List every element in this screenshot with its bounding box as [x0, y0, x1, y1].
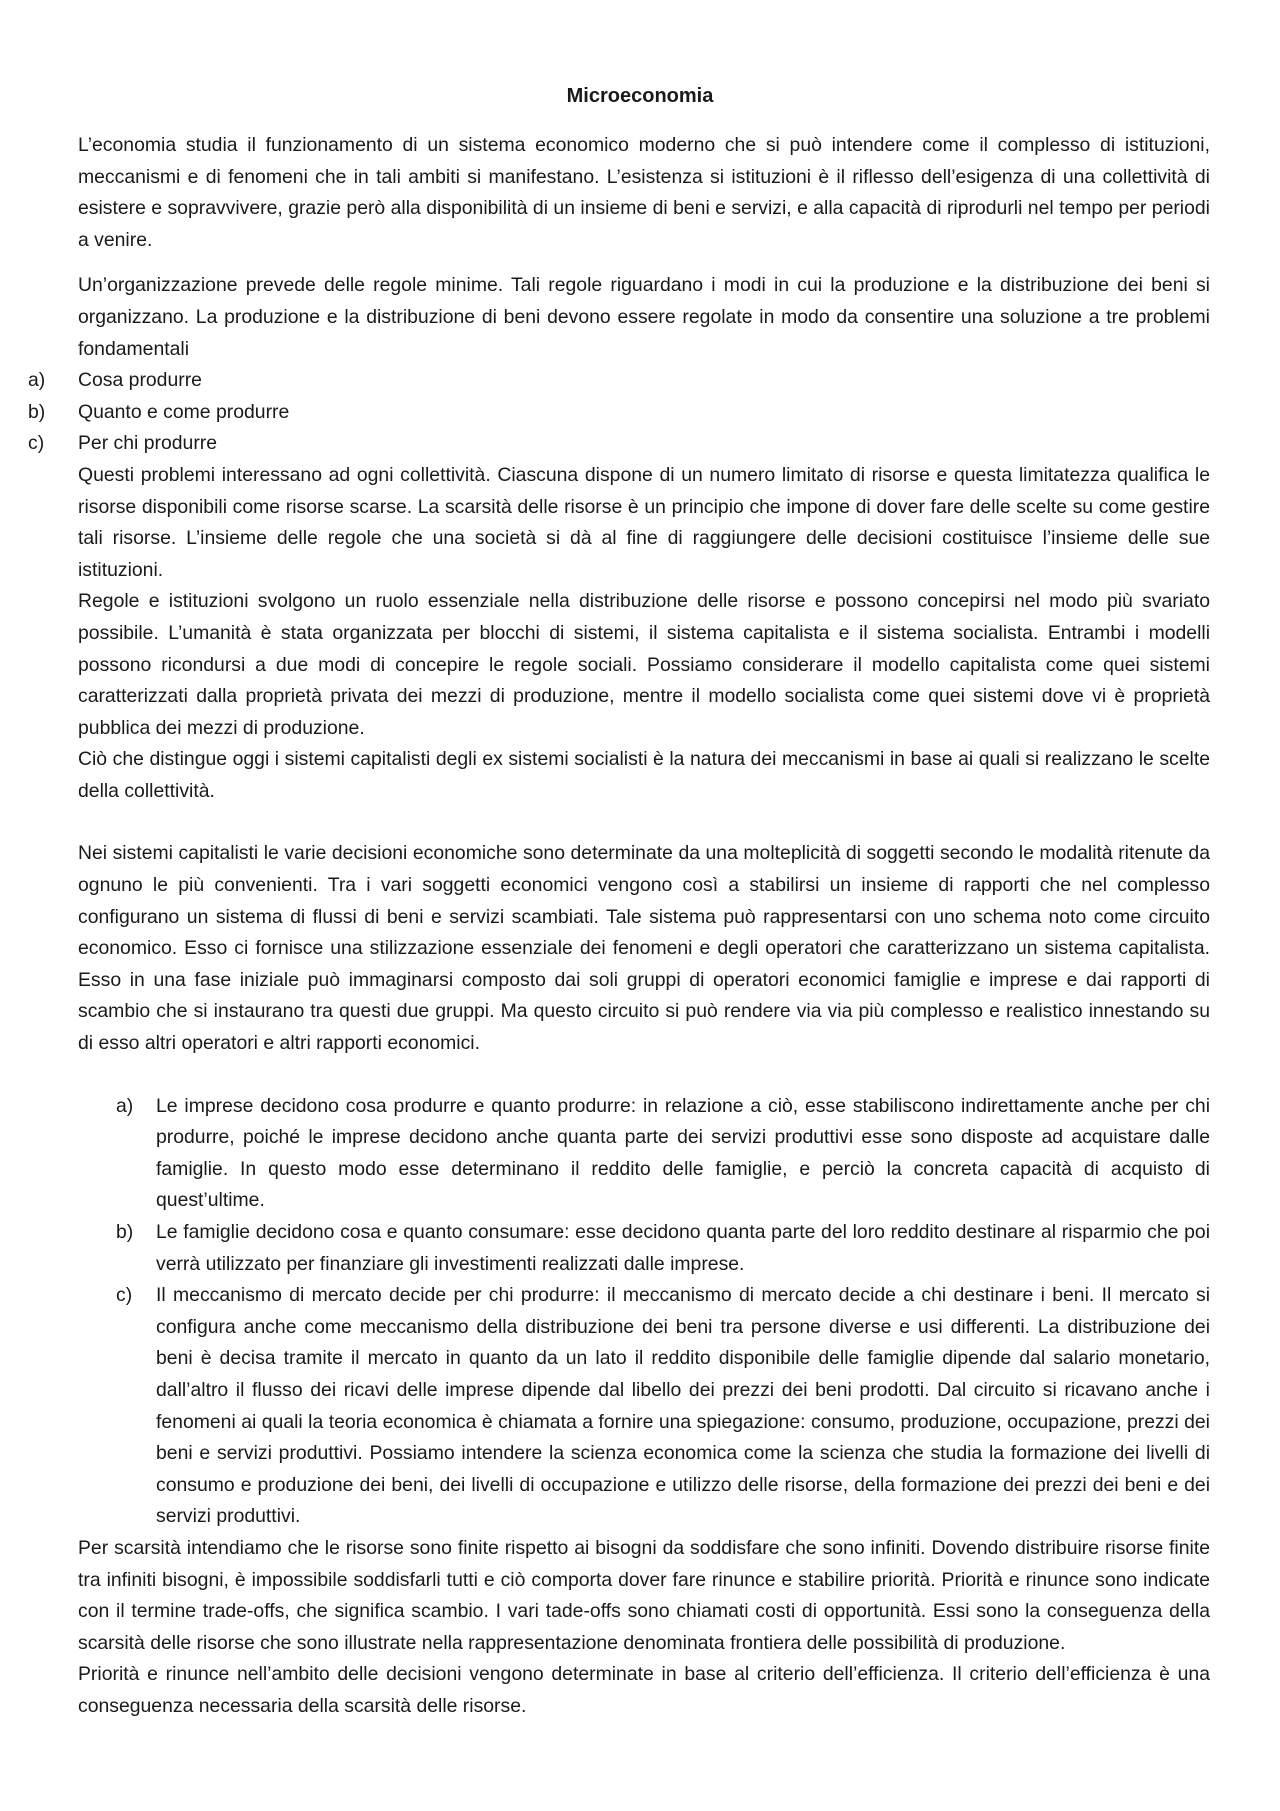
list-marker: c): [116, 1284, 133, 1307]
paragraph-scarcity: Questi problemi interessano ad ogni collettività. Ciascuna dispone di un numero limitato di risorse e questa limitatezza qualifica le risorse disponibili come risorse scarse. La scarsità delle risorse è un principio che impone di dover fare delle scelte su come gestire tali risorse. L’insieme delle regole che una società si dà al fine di raggiungere delle decisioni costituisce l’insieme delle sue istituzioni.: [78, 463, 1210, 581]
list-item: [116, 1091, 1210, 1217]
paragraph-tradeoffs: Per scarsità intendiamo che le risorse sono finite rispetto ai bisogni da soddisfare che sono infiniti. Dovendo distribuire risorse finite tra infiniti bisogni, è impossibile soddisfarli tutti e ciò comporta dover fare rinunce e stabilire priorità. Priorità e rinunce sono indicate con il termine trade-offs, che significa scambio. I vari tade-offs sono chiamati costi di opportunità. Essi sono la conseguenza della scarsità delle risorse che sono illustrate nella rappresentazione denominata frontiera delle possibilità di produzione.: [78, 1536, 1210, 1654]
list-marker: b): [116, 1221, 134, 1243]
paragraph-intro: L’economia studia il funzionamento di un sistema economico moderno che si può intendere come il complesso di istituzioni, meccanismi e di fenomeni che in tali ambiti si manifestano. L’esistenza si istituzioni è il riflesso dell’esigenza di una collettività di esistere e sopravvivere, grazie però alla disponibilità di un insieme di beni e servizi, e alla capacità di riprodurli nel tempo per periodi a venire.: [78, 134, 1210, 251]
document-body: [28, 130, 1210, 1723]
list-item-text: Per chi produrre: [78, 432, 218, 455]
list-marker: a): [28, 369, 46, 392]
list-item: [28, 397, 1210, 429]
list-item: [116, 1217, 1210, 1280]
decisions-list: [78, 1091, 1210, 1533]
list-item: [28, 428, 1210, 460]
list-item: [28, 365, 1210, 397]
list-marker: c): [28, 432, 45, 455]
paragraph-efficiency: Priorità e rinunce nell’ambito delle decisioni vengono determinate in base al criterio dell’efficienza. Il criterio dell’efficienza è una conseguenza necessaria della scarsità delle risorse.: [78, 1663, 1210, 1717]
list-item-text: Le famiglie decidono cosa e quanto consumare: esse decidono quanta parte del loro reddito destinare al risparmio che poi verrà utilizzato per finanziare gli investimenti realizzati dalle imprese.: [156, 1221, 1210, 1275]
document-title: Microeconomia: [566, 85, 714, 107]
list-item-text: Il meccanismo di mercato decide per chi produrre: il meccanismo di mercato decide a chi destinare i beni. Il mercato si configura anche come meccanismo della distribuzione dei beni tra persone diverse e usi differenti. La distribuzione dei beni è decisa tramite il mercato in quanto da un lato il reddito disponibile delle famiglie dipende dal salario monetario, dall’altro il flusso dei ricavi delle imprese dipende dal libello dei prezzi dei beni prodotti. Dal circuito si ricavano anche i fenomeni ai quali la teoria economica è chiamata a fornire una spiegazione: consumo, produzione, occupazione, prezzi dei beni e servizi produttivi. Possiamo intendere la scienza economica come la scienza che studia la formazione dei livelli di consumo e produzione dei beni, dei livelli di occupazione e utilizzo delle risorse, della formazione dei prezzi dei beni e dei servizi produttivi.: [156, 1284, 1210, 1528]
paragraph-organization: Un’organizzazione prevede delle regole minime. Tali regole riguardano i modi in cui la produzione e la distribuzione dei beni si organizzano. La produzione e la distribuzione di beni devono essere regolate in modo da consentire una soluzione a tre problemi fondamentali: [78, 274, 1210, 360]
list-item-text: Le imprese decidono cosa produrre e quanto produrre: in relazione a ciò, esse stabiliscono indirettamente anche per chi produrre, poiché le imprese decidono anche quanta parte dei servizi produttivi esse sono disposte ad acquistare dalle famiglie. In questo modo esse determinano il reddito delle famiglie, e perciò la concreta capacità di acquisto di quest’ultime.: [156, 1094, 1210, 1212]
list-item-text: Cosa produrre: [78, 369, 202, 392]
list-item-text: Quanto e come produrre: [78, 400, 290, 423]
problems-list: [28, 365, 1210, 460]
list-marker: b): [28, 400, 46, 423]
paragraph-distinction: Ciò che distingue oggi i sistemi capitalisti degli ex sistemi socialisti è la natura dei meccanismi in base ai quali si realizzano le scelte della collettività.: [78, 748, 1210, 802]
list-marker: a): [116, 1094, 134, 1117]
paragraph-circuit: Nei sistemi capitalisti le varie decisioni economiche sono determinate da una molteplicità di soggetti secondo le modalità ritenute da ognuno le più convenienti. Tra i vari soggetti economici vengono così a stabilirsi un insieme di rapporti che nel complesso configurano un sistema di flussi di beni e servizi scambiati. Tale sistema può rappresentarsi con uno schema noto come circuito economico. Esso ci fornisce una stilizzazione essenziale dei fenomeni e degli operatori che caratterizzano un sistema capitalista. Esso in una fase iniziale può immaginarsi composto dai soli gruppi di operatori economici famiglie e imprese e dai rapporti di scambio che si instaurano tra questi due gruppi. Ma questo circuito si può rendere via via più complesso e realistico innestando su di esso altri operatori e altri rapporti economici.: [78, 842, 1210, 1055]
paragraph-institutions: Regole e istituzioni svolgono un ruolo essenziale nella distribuzione delle risorse e possono concepirsi nel modo più svariato possibile. L’umanità è stata organizzata per blocchi di sistemi, il sistema capitalista e il sistema socialista. Entrambi i modelli possono ricondursi a due modi di concepire le regole sociali. Possiamo considerare il modello capitalista come quei sistemi caratterizzati dalla proprietà privata dei mezzi di produzione, mentre il modello socialista come quei sistemi dove vi è proprietà pubblica dei mezzi di produzione.: [78, 590, 1210, 739]
list-item: [116, 1280, 1210, 1533]
